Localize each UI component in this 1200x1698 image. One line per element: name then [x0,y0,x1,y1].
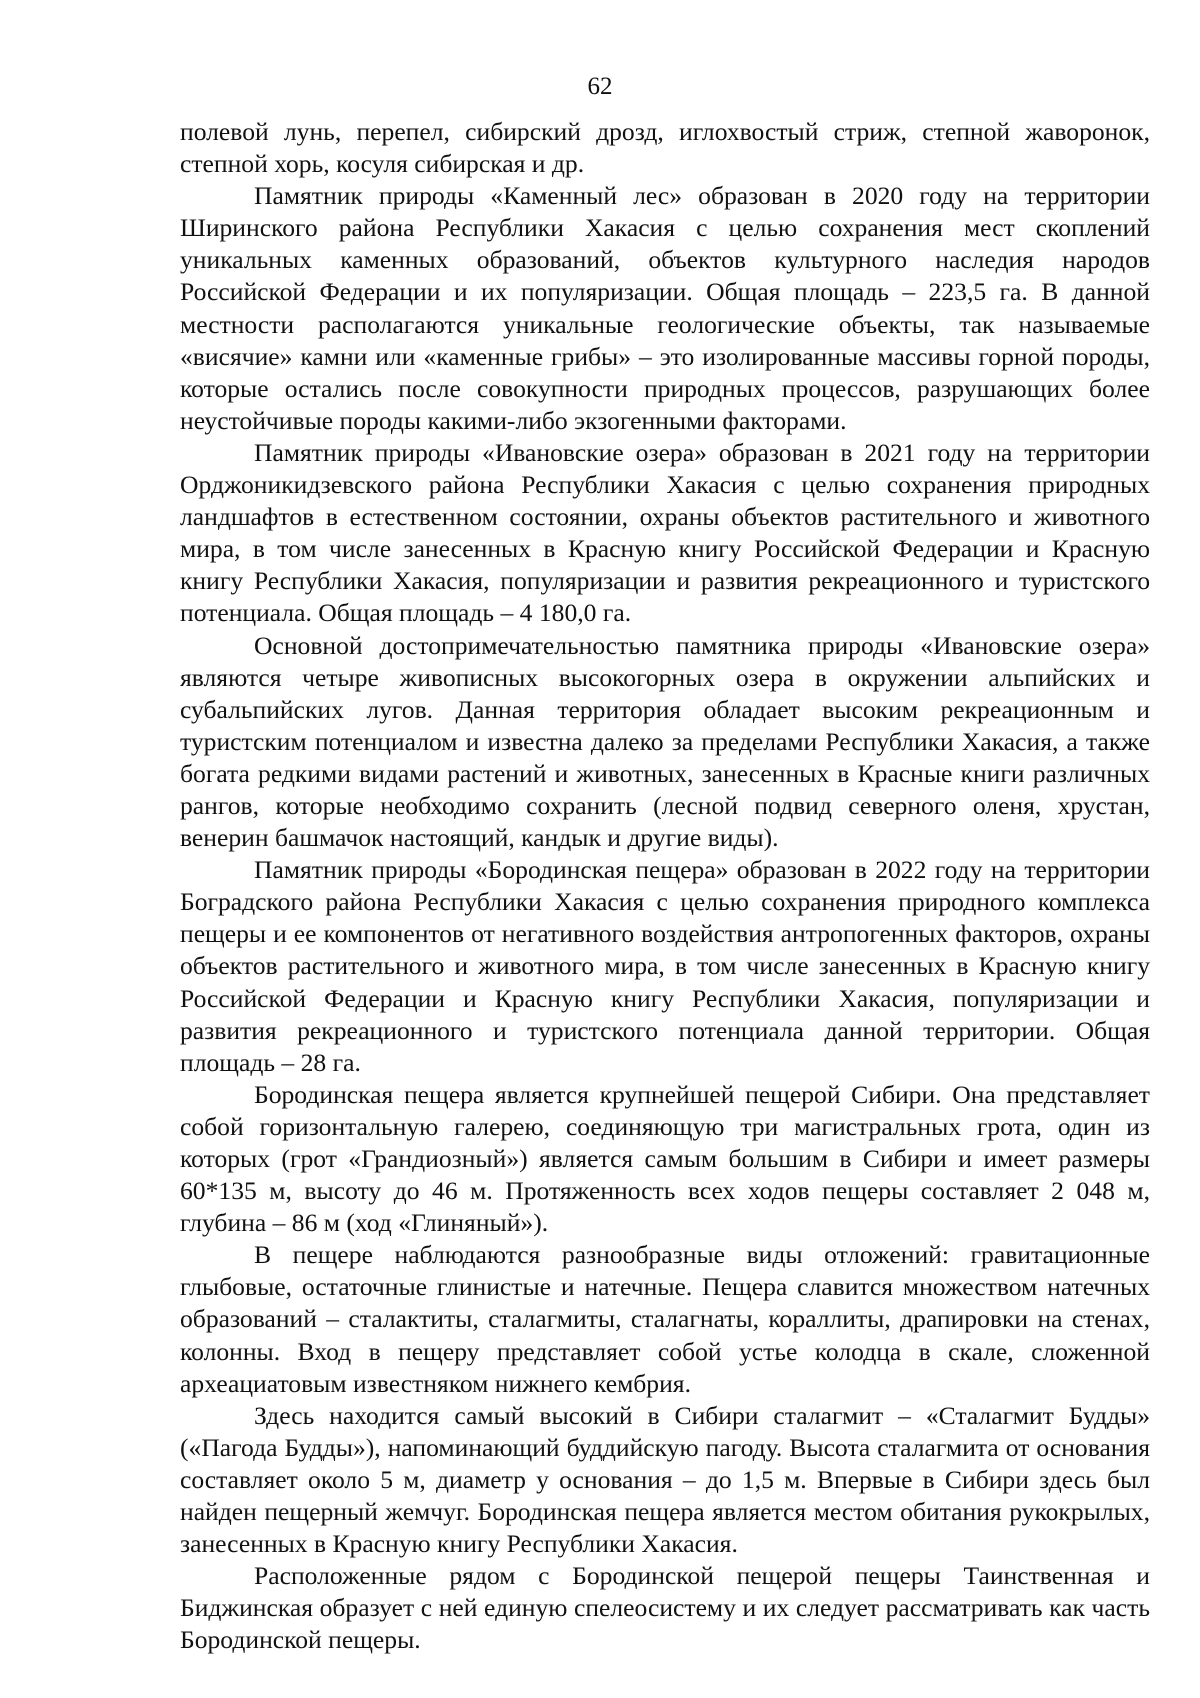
document-body [180,116,1150,1657]
paragraph-continuation: полевой лунь, перепел, сибирский дрозд, иглохвостый стриж, степной жаворонок, степной хорь, косуля сибирская и др. [180,117,1150,179]
paragraph-speleosystem: Расположенные рядом с Бородинской пещерой пещеры Таинственная и Биджинская образует с ней единую спелеосистему и их следует рассматривать как часть Бородинской пещеры. [180,1561,1150,1655]
page-number: 62 [587,73,613,100]
paragraph-ivanovskie-ozera-attractions: Основной достопримечательностью памятника природы «Ивановские озера» являются четыре живописных высокогорных озера в окружении альпийских и субальпийских лугов. Данная территория обладает высоким рекреационным и туристским потенциалом и известна далеко за пределами Республики Хакасия, а также богата редкими видами растений и животных, занесенных в Красные книги различных рангов, которые необходимо сохранить (лесной подвид северного оленя, хрустан, венерин башмачок настоящий, кандык и другие виды). [180,630,1150,853]
paragraph-ivanovskie-ozera: Памятник природы «Ивановские озера» образован в 2021 году на территории Орджоникидзевского района Республики Хакасия с целью сохранения природных ландшафтов в естественном состоянии, охраны объектов растительного и животного мира, в том числе занесенных в Красную книгу Российской Федерации и Красную книгу Республики Хакасия, популяризации и развития рекреационного и туристского потенциала. Общая площадь – 4 180,0 га. [180,437,1150,628]
paragraph-borodinskaya-peshchera: Памятник природы «Бородинская пещера» образован в 2022 году на территории Боградского района Республики Хакасия с целью сохранения природного комплекса пещеры и ее компонентов от негативного воздействия антропогенных факторов, охраны объектов растительного и животного мира, в том числе занесенных в Красную книгу Российской Федерации и Красную книгу Республики Хакасия, популяризации и развития рекреационного и туристского потенциала данной территории. Общая площадь – 28 га. [180,855,1150,1077]
paragraph-cave-deposits: В пещере наблюдаются разнообразные виды отложений: гравитационные глыбовые, остаточные глинистые и натечные. Пещера славится множеством натечных образований – сталактиты, сталагмиты, сталагнаты, кораллиты, драпировки на стенах, колонны. Вход в пещеру представляет собой устье колодца в скале, сложенной археациатовым известняком нижнего кембрия. [180,1240,1150,1398]
paragraph-kamenny-les: Памятник природы «Каменный лес» образован в 2020 году на территории Ширинского района Республики Хакасия с целью сохранения мест скоплений уникальных каменных образований, объектов культурного наследия народов Российской Федерации и их популяризации. Общая площадь – 223,5 га. В данной местности располагаются уникальные геологические объекты, так называемые «висячие» камни или «каменные грибы» – это изолированные массивы горной породы, которые остались после совокупности природных процессов, разрушающих более неустойчивые породы какими-либо экзогенными факторами. [180,181,1150,435]
paragraph-stalagmite-buddha: Здесь находится самый высокий в Сибири сталагмит – «Сталагмит Будды» («Пагода Будды»), напоминающий буддийскую пагоду. Высота сталагмита от основания составляет около 5 м, диаметр у основания – до 1,5 м. Впервые в Сибири здесь был найден пещерный жемчуг. Бородинская пещера является местом обитания рукокрылых, занесенных в Красную книгу Республики Хакасия. [180,1400,1150,1559]
paragraph-cave-description: Бородинская пещера является крупнейшей пещерой Сибири. Она представляет собой горизонтальную галерею, соединяющую три магистральных грота, один из которых (грот «Грандиозный») является самым большим в Сибири и имеет размеры 60*135 м, высоту до 46 м. Протяженность всех ходов пещеры составляет 2 048 м, глубина – 86 м (ход «Глиняный»). [180,1079,1150,1238]
